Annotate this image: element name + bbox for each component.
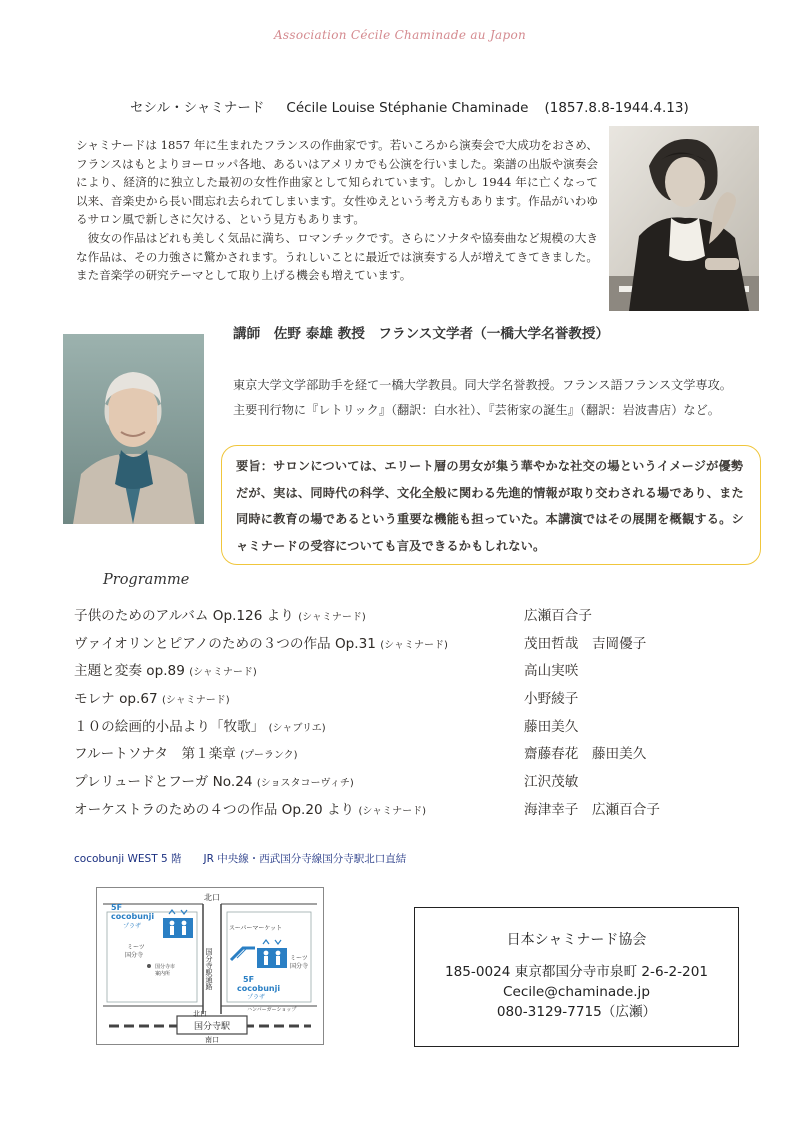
- programme-heading: Programme: [103, 572, 190, 588]
- map-plaza-b: プラザ: [247, 994, 266, 1001]
- contact-box: [414, 907, 739, 1047]
- contact-address: 185-0024 東京都国分寺市泉町 2-6-2-201: [444, 964, 709, 980]
- map-floor-label-b: 5F: [243, 975, 255, 984]
- composer-title: [130, 96, 770, 116]
- piece-composer: (シャミナード): [380, 639, 448, 651]
- escalator-icon: [231, 948, 255, 960]
- programme-item-title: [74, 715, 326, 735]
- composer-biography: [76, 136, 598, 285]
- piece-performers: 齋藤春花 藤田美久: [524, 746, 647, 763]
- map-burger: ハンバーガーショップ: [247, 1007, 297, 1013]
- info-point-icon: [147, 964, 151, 968]
- piece-title: 子供のためのアルバム Op.126 より: [74, 608, 294, 624]
- programme-item: [74, 770, 774, 798]
- programme-item-title: [74, 687, 230, 707]
- lecturer-biography: 東京大学文学部助手を経て一橋大学教員。同大学名誉教授。フランス語フランス文学専攻。主要刊行物に『レトリック』（翻訳：白水社）、『芸術家の誕生』（翻訳：岩波書店）など。: [233, 378, 732, 417]
- map-south-exit: 南口: [205, 1036, 219, 1044]
- programme-item-title: [74, 604, 366, 624]
- piece-title: １０の絵画的小品より「牧歌」: [74, 718, 265, 735]
- programme-item: [74, 715, 774, 743]
- map-venue-label-b: cocobunji: [237, 984, 281, 993]
- contact-phone: 080-3129-7715（広瀬）: [496, 1004, 657, 1020]
- programme-item-title: [74, 659, 257, 679]
- piece-performers: 高山実咲: [524, 663, 579, 680]
- venue-location: cocobunji WEST 5 階: [74, 853, 182, 865]
- map-street-label: 国分寺駅通路: [205, 948, 213, 990]
- programme-item-title: [74, 742, 298, 762]
- station-label: 国分寺駅: [193, 1022, 231, 1032]
- contact-email[interactable]: Cecile@chaminade.jp: [503, 984, 650, 1000]
- map-venue-label-a: cocobunji: [111, 912, 155, 921]
- map-floor-label-a: 5F: [111, 903, 123, 912]
- contact-organization: 日本シャミナード協会: [506, 932, 647, 948]
- programme-item-title: [74, 798, 426, 818]
- map-north-exit-lower: 北口: [193, 1010, 207, 1018]
- programme-item: [74, 604, 774, 632]
- piece-composer: (シャミナード): [358, 805, 427, 817]
- piece-performers: 海津幸子 広瀬百合子: [524, 801, 660, 818]
- map-supermarket: スーパーマーケット: [229, 925, 283, 932]
- piece-title: モレナ op.67: [74, 691, 158, 708]
- venue-info: [74, 851, 406, 866]
- piece-performers: 広瀬百合子: [524, 608, 592, 624]
- map-info-2: 案内所: [155, 971, 171, 977]
- programme-item: [74, 632, 774, 660]
- programme-item-title: [74, 770, 354, 790]
- lecturer-photo-image: [63, 334, 204, 524]
- up-down-arrows-icon-right: [263, 940, 281, 944]
- piece-title: ヴァイオリンとピアノのための３つの作品 Op.31: [74, 635, 376, 652]
- piece-composer: (シャミナード): [298, 612, 366, 623]
- programme-item: [74, 687, 774, 715]
- map-plaza-a: プラザ: [123, 923, 142, 930]
- association-header: Association Cécile Chaminade au Japon: [273, 28, 527, 42]
- programme-item: [74, 659, 774, 687]
- bio-paragraph-2: 彼女の作品はどれも美しく気品に満ち、ロマンチックです。さらにソナタや協奏曲など規模の大きな作品は、その力強さに驚かされます。うれしいことに最近では演奏する人が増えてきてきました。また音楽学の研究テーマとして取り上げる機会も増えています。: [76, 230, 598, 283]
- piece-title: 主題と変奏 op.89: [74, 663, 185, 680]
- programme-item-title: [74, 632, 448, 652]
- lecturer-photo: [63, 334, 204, 524]
- programme-item: [74, 742, 774, 770]
- map-meets-left-2: 国分寺: [125, 952, 144, 959]
- piece-composer: (シャミナード): [162, 695, 230, 707]
- composer-portrait-image: [609, 126, 759, 311]
- piece-composer: (プーランク): [240, 750, 298, 762]
- piece-performers: 茂田哲哉 吉岡優子: [524, 635, 647, 652]
- composer-name-ja: セシル・シャミナード: [130, 100, 265, 116]
- piece-composer: (シャブリエ): [268, 722, 326, 734]
- piece-title: フルートソナタ 第１楽章: [74, 746, 236, 763]
- elevator-icon: [163, 918, 193, 938]
- venue-map: [96, 887, 324, 1045]
- piece-performers: 江沢茂敏: [524, 774, 579, 791]
- piece-composer: (ショスタコーヴィチ): [256, 778, 354, 790]
- map-meets-right-2: 国分寺: [290, 963, 309, 970]
- venue-access: JR 中央線・西武国分寺線国分寺駅北口直結: [203, 853, 407, 865]
- venue-map-drawing: [97, 888, 323, 1044]
- lecture-summary-text: 要旨：サロンについては、エリート層の男女が集う華やかな社交の場というイメージが優勢だが、実は、同時代の科学、文化全般に関わる先進的情報が取り交わされる場であり、また同時に教育の場であるという重要な機能も担っていた。本講演ではその展開を概観する。シャミナードの受容についても言及できるかもしれない。: [236, 459, 744, 553]
- lecturer-heading: 講師 佐野 泰雄 教授 フランス文学者（一橋大学名誉教授）: [233, 326, 610, 342]
- piece-composer: (シャミナード): [189, 667, 257, 679]
- composer-portrait: [609, 126, 759, 311]
- bio-paragraph-1: シャミナードは 1857 年に生まれたフランスの作曲家です。若いころから演奏会で大成功をおさめ、フランスはもとよりヨーロッパ各地、あるいはアメリカでも公演を行いました。楽譜の出版や演奏会により、経済的に独立した最初の女性作曲家として知られています。しかし 1944 年に亡くなって以来、音楽史から長い間忘れ去られてしまいます。女性ゆえという考え方もあります。作品がいわゆるサロン風で新しさに欠ける、という見方もあります。: [76, 138, 598, 227]
- piece-title: オーケストラのための４つの作品 Op.20 より: [74, 801, 355, 818]
- piece-title: プレリュードとフーガ No.24: [74, 774, 253, 791]
- programme-item: [74, 798, 774, 826]
- programme-list: [74, 604, 774, 826]
- map-info: 国分寺市: [155, 964, 176, 970]
- piece-performers: 小野綾子: [524, 691, 579, 708]
- piece-performers: 藤田美久: [524, 718, 579, 735]
- map-meets-left: ミーツ: [127, 944, 145, 951]
- lecture-summary-box: [221, 445, 761, 565]
- composer-dates: (1857.8.8-1944.4.13): [544, 100, 689, 116]
- elevator-icon-right: [257, 948, 287, 968]
- map-meets-right: ミーツ: [290, 955, 308, 962]
- composer-name-full: Cécile Louise Stéphanie Chaminade: [286, 100, 529, 116]
- map-north-exit: 北口: [204, 893, 220, 902]
